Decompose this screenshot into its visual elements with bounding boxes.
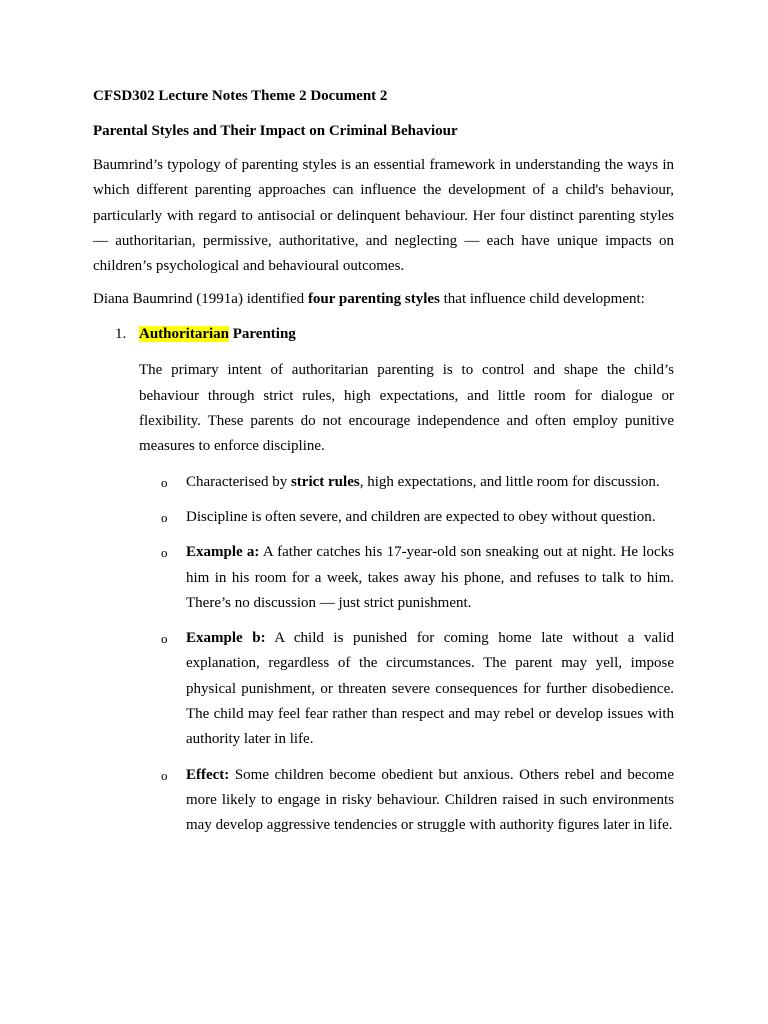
style-description: The primary intent of authoritarian parenting is to control and shape the child’s behaviour through strict rules, high expectations, and little room for dialogue or flexibility. These parents do not encourage independence and often employ punitive measures to enforce discipline. [139, 362, 674, 455]
bullet-text: Characterised by [186, 473, 291, 490]
bullet-bold: strict rules [290, 473, 360, 490]
bullet-text-end: Some children become obedient but anxious. Others rebel and become more likely to engage in risky behaviour. Children raised in such environments may develop aggressive tendencies or struggle with authority figures later in life. [186, 766, 674, 834]
intro-paragraph: Baumrind’s typology of parenting styles is an essential framework in understanding the ways in which different parenting approaches can influence the development of a child's behaviour, particularly with regard to antisocial or delinquent behaviour. Her four distinct parenting styles — authoritarian, permissive, authoritative, and neglecting — each have unique impacts on children’s psychological and behavioural outcomes. [93, 157, 674, 275]
list-item [139, 763, 674, 839]
bullet-text-end: A father catches his 17-year-old son sneaking out at night. He locks him in his room for a week, takes away his phone, and refuses to talk to him. There’s no discussion — just strict punishment. [186, 544, 674, 611]
list-item [139, 626, 674, 752]
lead-in-text-end: that influence child development: [439, 291, 645, 308]
section-title: Parental Styles and Their Impact on Criminal Behaviour [93, 123, 458, 139]
bullet-marker: o [161, 509, 168, 525]
parenting-style-heading [93, 324, 674, 344]
bullet-text-end: , high expectations, and little room for discussion. [359, 473, 660, 490]
list-item [139, 540, 674, 616]
document-page [93, 86, 674, 849]
bullet-text-end: A child is punished for coming home late without a valid explanation, regardless of the circumstances. The parent may yell, impose physical punishment, or threaten severe consequences for further disobedience. The child may feel fear rather than respect and may rebel or develop issues with authority later in life. [186, 630, 675, 748]
bullet-marker: o [161, 631, 168, 647]
lead-in-bold: four parenting styles [307, 291, 440, 308]
list-number: 1. [115, 326, 127, 343]
lead-in-sentence [93, 289, 674, 309]
bullet-bold: Effect: [186, 766, 230, 783]
bullet-marker: o [161, 767, 168, 783]
list-item [139, 470, 674, 495]
bullet-marker: o [161, 545, 168, 561]
bullet-bold: Example a: [186, 544, 260, 561]
lead-in-text: Diana Baumrind (1991a) identified [93, 291, 308, 308]
bullet-bold: Example b: [186, 630, 266, 647]
highlighted-style-name: Authoritarian [139, 326, 229, 343]
list-item [139, 505, 674, 530]
document-title: CFSD302 Lecture Notes Theme 2 Document 2 [93, 88, 388, 104]
bullet-list [139, 470, 674, 839]
style-name-rest: Parenting [229, 326, 296, 343]
bullet-text: Discipline is often severe, and children are expected to obey without question. [186, 508, 656, 525]
bullet-marker: o [161, 474, 168, 490]
